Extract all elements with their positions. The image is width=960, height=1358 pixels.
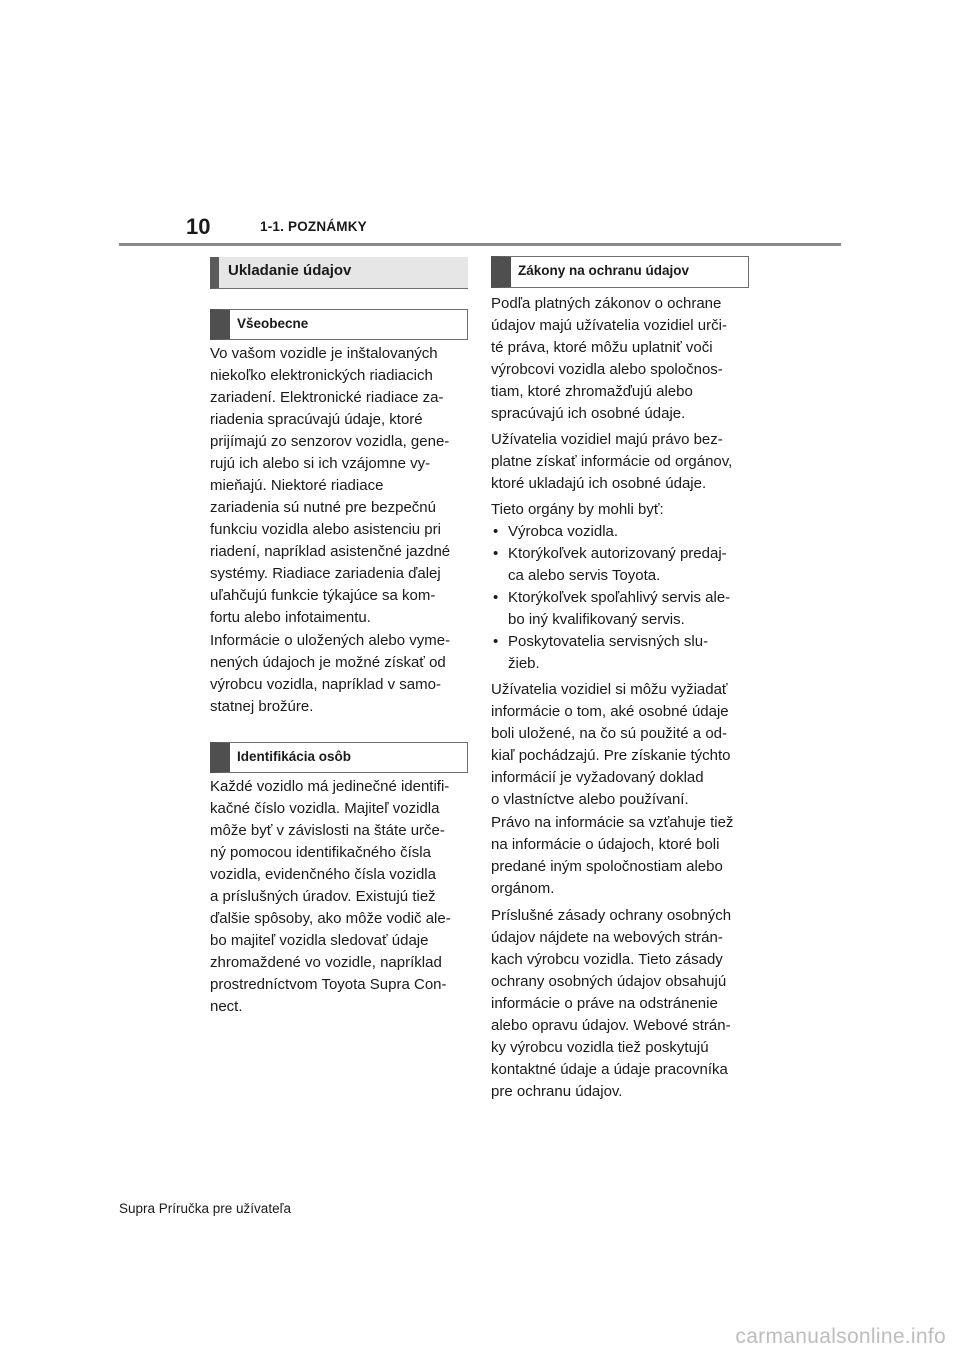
text-line: zariadení. Elektronické riadiace za-: [210, 389, 444, 406]
text-line: orgánom.: [491, 880, 555, 897]
text-line: riadenia spracúvajú údaje, ktoré: [210, 411, 423, 428]
subheading-general: Všeobecne: [210, 309, 468, 340]
text-line: výrobcovi vozidla alebo spoločnos-: [491, 361, 723, 378]
footer-text: Supra Príručka pre užívateľa: [119, 1201, 292, 1216]
text-line: rujú ich alebo si ich vzájomne vy-: [210, 455, 431, 472]
text-line: spracúvajú ich osobné údaje.: [491, 405, 686, 422]
text-line: kontaktné údaje a údaje pracovníka: [491, 1061, 728, 1078]
text-line: Ktorýkoľvek spoľahlivý servis ale-: [508, 589, 731, 606]
text-line: Každé vozidlo má jedinečné identifi-: [210, 778, 450, 795]
text-line: niekoľko elektronických riadiacich: [210, 367, 433, 384]
text-line: boli uložené, na čo sú použité a od-: [491, 725, 727, 742]
text-line: na informácie o údajoch, ktoré boli: [491, 836, 720, 853]
text-line: o vlastníctve alebo používaní.: [491, 791, 689, 808]
authorities-list: [491, 521, 749, 675]
text-line: ďalšie spôsoby, ako môže vodič ale-: [210, 910, 451, 927]
list-item: [491, 631, 749, 675]
text-line: informácií je vyžadovaný doklad: [491, 769, 704, 786]
paragraph-identification: [210, 776, 468, 1018]
list-item: [491, 543, 749, 587]
text-line: vozidla, evidenčného čísla vozidla: [210, 866, 436, 883]
text-line: ochrany osobných údajov obsahujú: [491, 973, 727, 990]
text-line: tiam, ktoré zhromažďujú alebo: [491, 383, 693, 400]
text-line: ky výrobcu vozidla tiež poskytujú: [491, 1039, 709, 1056]
text-line: Poskytovatelia servisných slu-: [508, 633, 709, 650]
bullet-icon: •: [493, 633, 499, 650]
text-line: nect.: [210, 998, 243, 1015]
text-line: bo majiteľ vozidla sledovať údaje: [210, 932, 429, 949]
list-item: [491, 521, 749, 543]
text-line: informácie o tom, aké osobné údaje: [491, 703, 729, 720]
text-line: Ktorýkoľvek autorizovaný predaj-: [508, 545, 727, 562]
text-line: predané iným spoločnostiam alebo: [491, 858, 723, 875]
paragraph-general-1: [210, 343, 468, 629]
text-line: platne získať informácie od orgánov,: [491, 453, 733, 470]
subheading-identification: Identifikácia osôb: [210, 742, 468, 773]
text-line: Tieto orgány by mohli byť:: [491, 501, 664, 518]
text-line: Právo na informácie sa vzťahuje tiež: [491, 814, 734, 831]
paragraph-request-info: [491, 679, 749, 811]
paragraph-rights: [491, 293, 749, 425]
text-line: Užívatelia vozidiel si môžu vyžiadať: [491, 681, 728, 698]
text-line: fortu alebo infotaimentu.: [210, 609, 371, 626]
text-line: údajov majú užívatelia vozidiel urči-: [491, 317, 727, 334]
text-line: prijímajú zo senzorov vozidla, gene-: [210, 433, 450, 450]
text-line: zhromaždené vo vozidle, napríklad: [210, 954, 442, 971]
text-line: systémy. Riadiace zariadenia ďalej: [210, 565, 441, 582]
text-line: môže byť v závislosti na štáte urče-: [210, 822, 445, 839]
header-rule: [119, 243, 841, 246]
text-line: bo iný kvalifikovaný servis.: [508, 611, 685, 628]
text-line: Užívatelia vozidiel majú právo bez-: [491, 431, 723, 448]
text-line: funkciu vozidla alebo asistenciu pri: [210, 521, 441, 538]
text-line: statnej brožúre.: [210, 698, 314, 715]
paragraph-free-info: [491, 429, 749, 495]
bullet-icon: •: [493, 523, 499, 540]
text-line: riadení, napríklad asistenčné jazdné: [210, 543, 451, 560]
paragraph-general-2: [210, 630, 468, 718]
text-line: alebo opravu údajov. Webové strán-: [491, 1017, 731, 1034]
text-line: uľahčujú funkcie týkajúce sa kom-: [210, 587, 436, 604]
watermark: carmanualsonline.info: [735, 1325, 946, 1348]
text-line: Podľa platných zákonov o ochrane: [491, 295, 722, 312]
chapter-title: 1-1. POZNÁMKY: [260, 219, 367, 234]
text-line: prostredníctvom Toyota Supra Con-: [210, 976, 447, 993]
text-line: pre ochranu údajov.: [491, 1083, 623, 1100]
text-line: kiaľ pochádzajú. Pre získanie týchto: [491, 747, 731, 764]
text-line: žieb.: [508, 655, 540, 672]
paragraph-privacy-policy: [491, 905, 749, 1103]
paragraph-right-to-info: [491, 812, 749, 900]
text-line: Informácie o uložených alebo vyme-: [210, 632, 451, 649]
text-line: Výrobca vozidla.: [508, 523, 619, 540]
bullet-icon: •: [493, 589, 499, 606]
text-line: kačné číslo vozidla. Majiteľ vozidla: [210, 800, 440, 817]
text-line: té práva, ktoré môžu uplatniť voči: [491, 339, 713, 356]
text-line: informácie o práve na odstránenie: [491, 995, 718, 1012]
paragraph-authorities-intro: [491, 499, 749, 521]
text-line: nených údajoch je možné získať od: [210, 654, 446, 671]
text-line: ktoré ukladajú ich osobné údaje.: [491, 475, 707, 492]
bullet-icon: •: [493, 545, 499, 562]
page-number: 10: [186, 214, 211, 239]
text-line: výrobcu vozidla, napríklad v samo-: [210, 676, 441, 693]
text-line: kach výrobcu vozidla. Tieto zásady: [491, 951, 723, 968]
text-line: a príslušných úradov. Existujú tiež: [210, 888, 436, 905]
text-line: údajov nájdete na webových strán-: [491, 929, 723, 946]
section-heading-data-storage: Ukladanie údajov: [210, 257, 468, 289]
list-item: [491, 587, 749, 631]
text-line: mieňajú. Niektoré riadiace: [210, 477, 384, 494]
text-line: ca alebo servis Toyota.: [508, 567, 661, 584]
text-line: Vo vašom vozidle je inštalovaných: [210, 345, 438, 362]
section-heading-data-protection-laws: Zákony na ochranu údajov: [491, 256, 749, 288]
text-line: Príslušné zásady ochrany osobných: [491, 907, 732, 924]
text-line: ný pomocou identifikačného čísla: [210, 844, 431, 861]
text-line: zariadenia sú nutné pre bezpečnú: [210, 499, 436, 516]
